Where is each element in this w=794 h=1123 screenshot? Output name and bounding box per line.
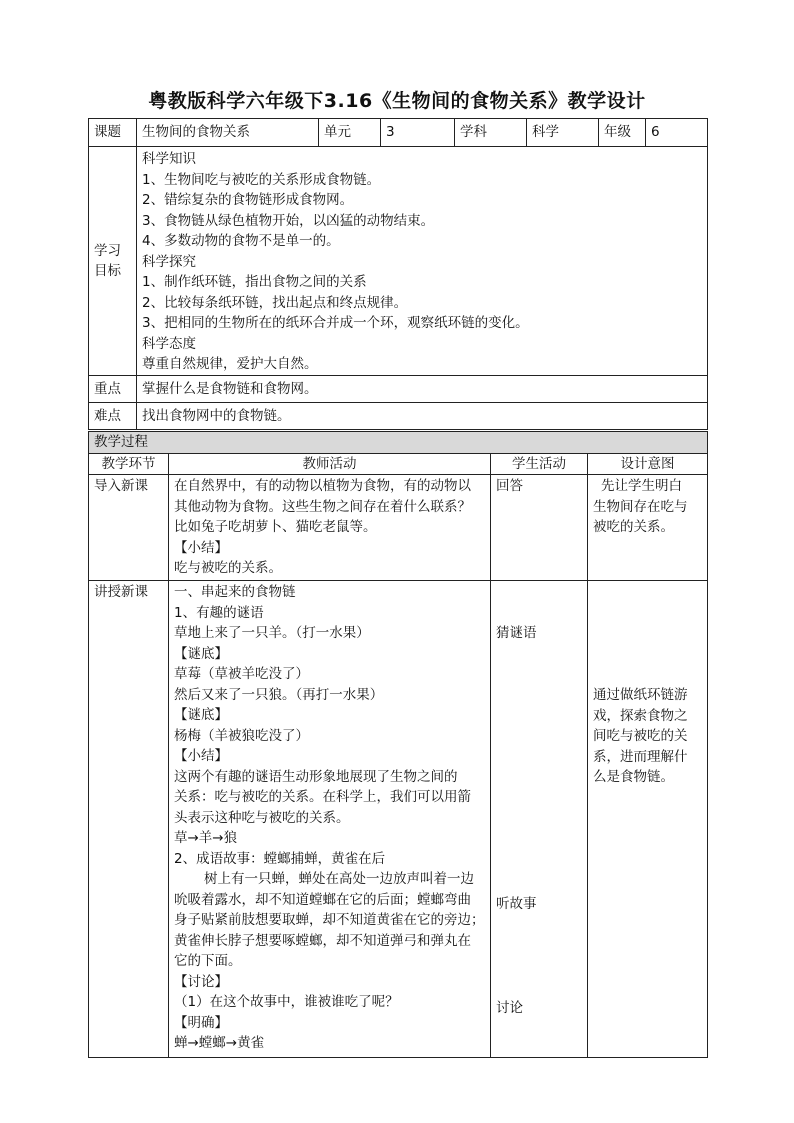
- objectives-content: [137, 147, 708, 376]
- page-title: 粤教版科学六年级下3.16《生物间的食物关系》教学设计: [148, 90, 646, 112]
- intent-block: [593, 685, 688, 788]
- grade-label: 年级: [599, 119, 646, 147]
- header-student: 学生活动: [491, 453, 588, 475]
- key-point-text: 掌握什么是食物链和食物网。: [137, 376, 708, 403]
- teacher-activity-cell: [169, 475, 491, 581]
- objectives-label-line: 学习: [94, 242, 121, 259]
- teacher-line: 其他动物为食物。这些生物之间存在着什么联系？: [174, 498, 471, 515]
- teacher-line: 在自然界中，有的动物以植物为食物，有的动物以: [174, 478, 471, 494]
- unit-label: 单元: [319, 119, 381, 147]
- teacher-line: 【讨论】: [174, 973, 228, 990]
- objective-line: 4、多数动物的食物不是单一的。: [142, 233, 340, 249]
- lesson-info-table: [88, 118, 708, 430]
- teacher-line: 【谜底】: [174, 645, 228, 662]
- teacher-line: 比如兔子吃胡萝卜、猫吃老鼠等。: [174, 519, 377, 535]
- teacher-line: 吮吸着露水，却不知道螳螂在它的后面；螳螂弯曲: [174, 891, 471, 908]
- table-row: [89, 581, 708, 1058]
- teacher-activity-cell: [169, 581, 491, 1058]
- intent-line: 被吃的关系。: [593, 519, 674, 535]
- teacher-line: 它的下面。: [174, 953, 242, 969]
- teaching-process-table: [88, 431, 708, 1058]
- intent-cell: [588, 581, 708, 1058]
- teacher-line: 头表示这种吃与被吃的关系。: [174, 809, 350, 826]
- header-teacher: 教师活动: [169, 453, 491, 475]
- teacher-line: 1、有趣的谜语: [174, 604, 264, 621]
- intent-line: 系，进而理解什: [593, 748, 688, 765]
- student-activity-cell: 回答: [491, 475, 588, 581]
- student-line: 听故事: [496, 896, 537, 912]
- lesson-label: 课题: [89, 119, 137, 147]
- key-point-label: 重点: [89, 376, 137, 403]
- difficulty-text: 找出食物网中的食物链。: [137, 403, 708, 430]
- intent-line: 通过做纸环链游: [593, 687, 688, 703]
- teacher-line: 关系：吃与被吃的关系。在科学上，我们可以用箭: [174, 789, 471, 805]
- objective-line: 1、生物间吃与被吃的关系形成食物链。: [142, 171, 381, 188]
- teacher-line: 【小结】: [174, 539, 228, 556]
- teacher-line: 然后又来了一只狼。（再打一水果）: [174, 686, 384, 703]
- difficulty-label: 难点: [89, 403, 137, 430]
- objective-line: 2、比较每条纸环链，找出起点和终点规律。: [142, 294, 408, 311]
- teacher-line: 一、串起来的食物链: [174, 584, 296, 600]
- intent-line: 戏，探索食物之: [593, 707, 688, 724]
- teacher-line: 【小结】: [174, 748, 228, 764]
- grade-value: 6: [646, 119, 708, 147]
- teacher-line: 草地上来了一只羊。（打一水果）: [174, 625, 370, 641]
- subject-value: 科学: [527, 119, 599, 147]
- teacher-line: （1）在这个故事中，谁被谁吃了呢？: [174, 994, 399, 1010]
- process-section-label: 教学过程: [89, 432, 708, 454]
- stage-cell: 讲授新课: [89, 581, 169, 1058]
- objective-line: 3、把相同的生物所在的纸环合并成一个环，观察纸环链的变化。: [142, 315, 529, 331]
- objective-line: 1、制作纸环链，指出食物之间的关系: [142, 274, 367, 290]
- teacher-line: 【明确】: [174, 1014, 228, 1031]
- teacher-line: 树上有一只蝉，蝉处在高处一边放声叫着一边: [204, 871, 474, 887]
- objective-line: 2、错综复杂的食物链形成食物网。: [142, 192, 354, 208]
- teacher-line: 2、成语故事：螳螂捕蝉，黄雀在后: [174, 850, 386, 867]
- stage-cell: 导入新课: [89, 475, 169, 581]
- header-stage: 教学环节: [89, 453, 169, 475]
- table-row: [89, 475, 708, 581]
- objectives-label: [89, 147, 137, 376]
- intent-line: 间吃与被吃的关: [593, 728, 688, 744]
- student-line: 讨论: [496, 1000, 523, 1016]
- teacher-line: 杨梅（羊被狼吃没了）: [174, 727, 309, 744]
- unit-value: 3: [381, 119, 455, 147]
- subject-label: 学科: [455, 119, 527, 147]
- teacher-line: 草→羊→狼: [174, 830, 238, 846]
- teacher-line: 吃与被吃的关系。: [174, 560, 282, 576]
- objective-line: 科学知识: [142, 151, 196, 167]
- objective-line: 3、食物链从绿色植物开始，以凶猛的动物结束。: [142, 212, 435, 229]
- student-line: 猜谜语: [496, 625, 537, 641]
- objective-line: 科学态度: [142, 335, 196, 352]
- objectives-label-line: 目标: [94, 263, 121, 279]
- teacher-line: 身子贴紧前肢想要取蝉，却不知道黄雀在它的旁边；: [174, 912, 485, 928]
- teacher-line: 蝉→螳螂→黄雀: [174, 1035, 265, 1051]
- intent-line: 生物间存在吃与: [593, 498, 688, 515]
- intent-line: 先让学生明白: [601, 478, 682, 494]
- lesson-value: 生物间的食物关系: [137, 119, 319, 147]
- objective-line: 尊重自然规律，爱护大自然。: [142, 356, 318, 372]
- teacher-line: 黄雀伸长脖子想要啄螳螂，却不知道弹弓和弹丸在: [174, 932, 471, 949]
- teacher-line: 这两个有趣的谜语生动形象地展现了生物之间的: [174, 768, 458, 785]
- teacher-line: 草莓（草被羊吃没了）: [174, 666, 309, 682]
- student-activity-cell: [491, 581, 588, 1058]
- objective-line: 科学探究: [142, 253, 196, 270]
- teacher-line: 【谜底】: [174, 707, 228, 723]
- intent-cell: [588, 475, 708, 581]
- header-intent: 设计意图: [588, 453, 708, 475]
- intent-line: 么是食物链。: [593, 769, 674, 785]
